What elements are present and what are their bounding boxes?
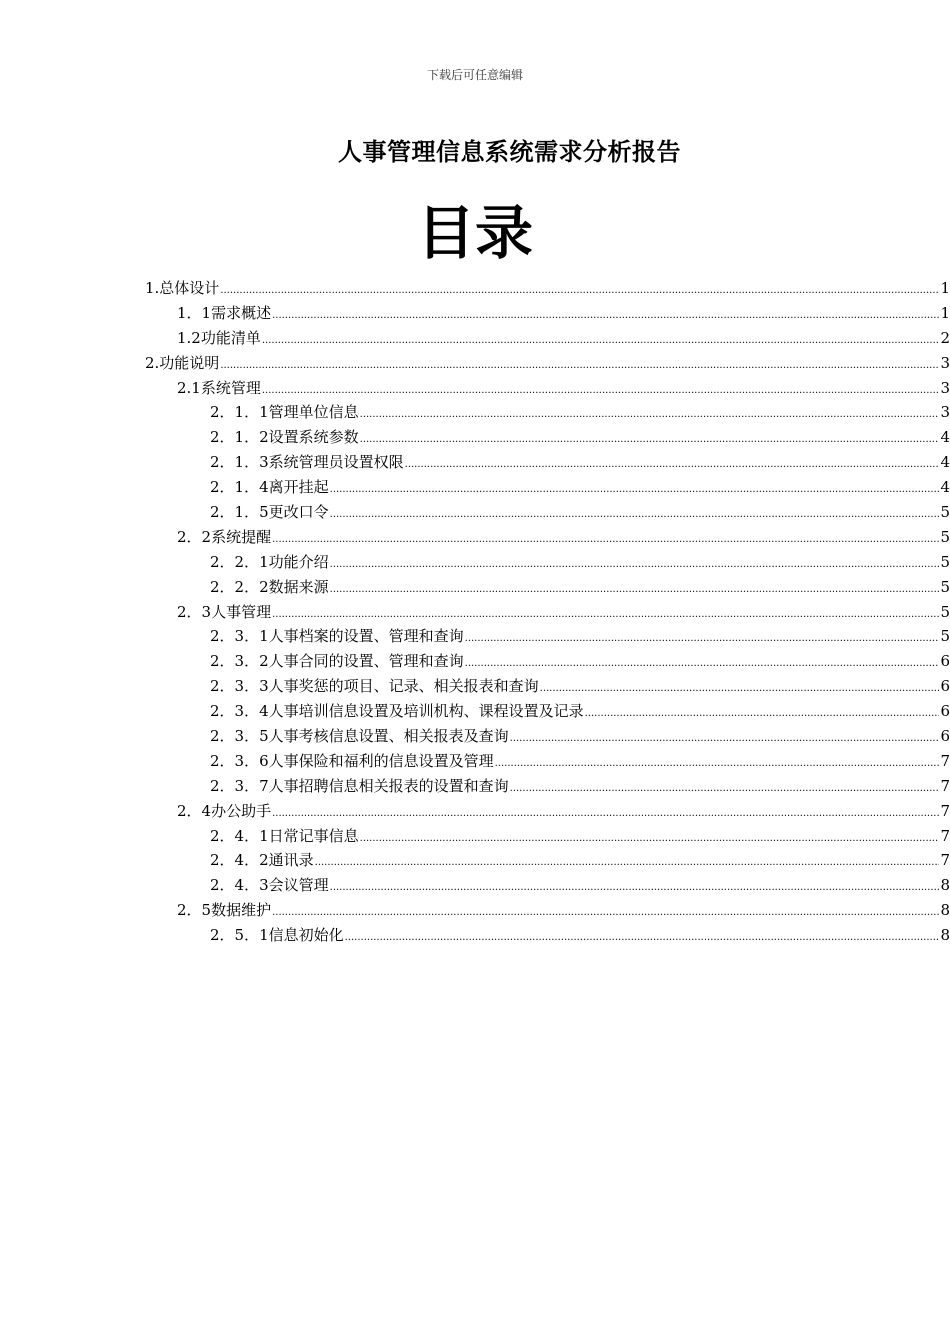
toc-entry[interactable] — [177, 799, 950, 824]
toc-entry-page: 7 — [940, 801, 950, 820]
toc-entry[interactable] — [210, 923, 950, 948]
toc-entry-label: 2．3．6人事保险和福利的信息设置及管理 — [210, 751, 494, 770]
toc-entry[interactable] — [210, 550, 950, 575]
toc-entry[interactable] — [177, 301, 950, 326]
toc-entry-label: 2．2系统提醒 — [177, 527, 272, 546]
toc-entry-label: 2．5数据维护 — [177, 901, 272, 920]
toc-entry[interactable] — [177, 600, 950, 625]
toc-entry-label: 2．4．2通讯录 — [210, 851, 314, 870]
toc-entry-page: 8 — [940, 876, 950, 895]
toc-entry-page: 5 — [940, 602, 950, 621]
toc-entry-page: 3 — [940, 353, 950, 372]
toc-entry-label: 1．1需求概述 — [177, 303, 272, 322]
toc-entry-page: 5 — [940, 552, 950, 571]
toc-entry-label: 1.2功能清单 — [177, 328, 261, 347]
toc-entry[interactable] — [210, 649, 950, 674]
toc-entry-page: 4 — [940, 428, 950, 447]
toc-entry[interactable] — [210, 749, 950, 774]
toc-entry-page: 8 — [940, 926, 950, 945]
toc-entry[interactable] — [210, 674, 950, 699]
toc-entry[interactable] — [177, 898, 950, 923]
toc-entry-page: 7 — [940, 826, 950, 845]
header-note: 下载后可任意编辑 — [426, 68, 523, 82]
table-of-contents — [0, 276, 950, 948]
toc-entry[interactable] — [145, 276, 950, 301]
toc-entry[interactable] — [210, 475, 950, 500]
toc-entry-label: 2．3．3人事奖惩的项目、记录、相关报表和查询 — [210, 677, 539, 696]
document-title: 人事管理信息系统需求分析报告 — [338, 137, 681, 166]
toc-entry-label: 2．3．7人事招聘信息相关报表的设置和查询 — [210, 776, 509, 795]
toc-entry-page: 3 — [940, 378, 950, 397]
toc-entry-label: 2．4．3会议管理 — [210, 876, 329, 895]
toc-entry[interactable] — [177, 525, 950, 550]
toc-entry[interactable] — [177, 376, 950, 401]
toc-entry-label: 2．1．4离开挂起 — [210, 478, 329, 497]
toc-entry-label: 2．3．1人事档案的设置、管理和查询 — [210, 627, 464, 646]
toc-entry-page: 3 — [940, 403, 950, 422]
toc-entry[interactable] — [210, 774, 950, 799]
toc-entry-label: 2．3人事管理 — [177, 602, 272, 621]
toc-entry-page: 7 — [940, 751, 950, 770]
toc-entry-page: 6 — [940, 652, 950, 671]
toc-entry[interactable] — [210, 624, 950, 649]
toc-entry[interactable] — [210, 425, 950, 450]
toc-entry[interactable] — [177, 326, 950, 351]
toc-entry[interactable] — [210, 848, 950, 873]
toc-leader-dots — [345, 926, 939, 951]
toc-entry[interactable] — [210, 824, 950, 849]
toc-entry-label: 2．3．4人事培训信息设置及培训机构、课程设置及记录 — [210, 702, 584, 721]
toc-entry-page: 2 — [940, 328, 950, 347]
toc-entry-page: 1 — [940, 279, 950, 297]
toc-entry-label: 2．5．1信息初始化 — [210, 926, 344, 945]
toc-entry-label: 2．3．5人事考核信息设置、相关报表及查询 — [210, 727, 509, 746]
toc-entry-label: 2．2．1功能介绍 — [210, 552, 329, 571]
toc-entry-page: 7 — [940, 776, 950, 795]
toc-entry-page: 4 — [940, 478, 950, 497]
toc-entry-label: 2．1．3系统管理员设置权限 — [210, 453, 404, 472]
toc-entry-label: 2．4．1日常记事信息 — [210, 826, 359, 845]
toc-entry-page: 7 — [940, 851, 950, 870]
toc-entry-label: 2．1．1管理单位信息 — [210, 403, 359, 422]
toc-entry-label: 2.功能说明 — [145, 353, 220, 372]
toc-entry-page: 6 — [940, 702, 950, 721]
toc-entry-page: 5 — [940, 527, 950, 546]
toc-entry-page: 6 — [940, 727, 950, 746]
toc-entry-page: 5 — [940, 503, 950, 522]
toc-entry[interactable] — [210, 450, 950, 475]
toc-entry[interactable] — [210, 724, 950, 749]
toc-heading: 目录 — [416, 199, 533, 267]
toc-entry[interactable] — [210, 575, 950, 600]
toc-entry-label: 2．3．2人事合同的设置、管理和查询 — [210, 652, 464, 671]
toc-entry[interactable] — [210, 699, 950, 724]
toc-entry-label: 2.1系统管理 — [177, 378, 261, 397]
toc-entry-page: 5 — [940, 577, 950, 596]
toc-entry[interactable] — [145, 351, 950, 376]
toc-entry-label: 2．2．2数据来源 — [210, 577, 329, 596]
toc-entry-page: 8 — [940, 901, 950, 920]
toc-entry-page: 1 — [940, 303, 950, 322]
toc-entry-page: 4 — [940, 453, 950, 472]
toc-entry[interactable] — [210, 873, 950, 898]
toc-entry-label: 1.总体设计 — [145, 279, 220, 297]
toc-entry[interactable] — [210, 400, 950, 425]
toc-entry-label: 2．4办公助手 — [177, 801, 272, 820]
toc-entry-label: 2．1．5更改口令 — [210, 503, 329, 522]
toc-entry-label: 2．1．2设置系统参数 — [210, 428, 359, 447]
toc-entry-page: 6 — [940, 677, 950, 696]
toc-entry[interactable] — [210, 500, 950, 525]
toc-entry-page: 5 — [940, 627, 950, 646]
